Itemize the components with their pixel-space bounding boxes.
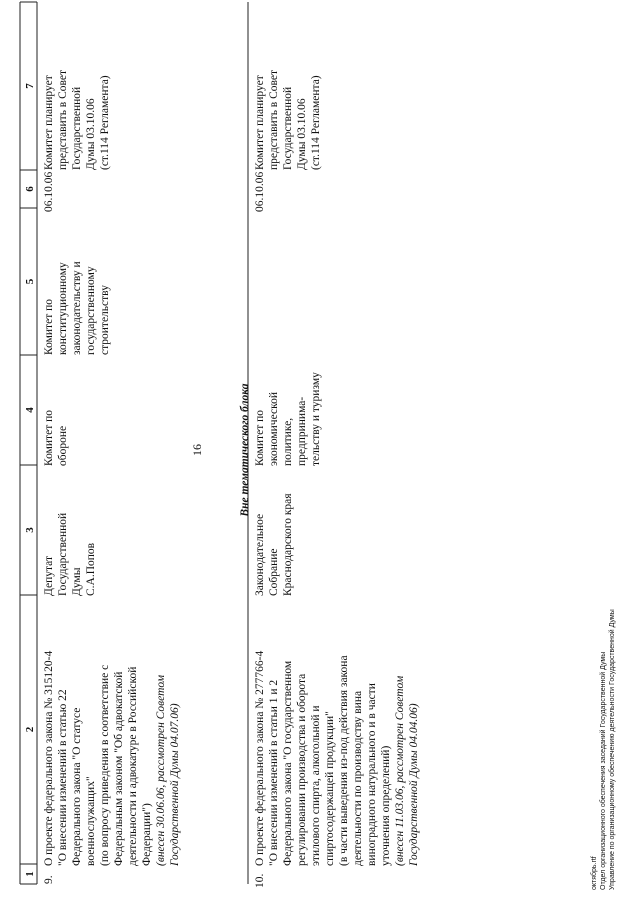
row-10-status-line: Думы 03.10.06 [296,98,309,170]
document-footer [590,330,617,890]
row-9-responsible-committee-line: Комитет по [43,299,55,355]
column-header-6: 6 [24,186,36,192]
row-10-title-line: (в части выведения из-под действия закона [338,655,351,866]
row-9-title-line: "О внесении изменений в статью 22 [57,689,70,866]
page-number: 16 [190,444,204,456]
row-9-responsible-committee-line: законодательству и [71,261,84,355]
row-9-co-committee [42,356,70,466]
column-header-4: 4 [24,407,36,413]
row-9-title-line: деятельности и адвокатуре в Российской [127,666,140,866]
row-9-status-line: (ст.114 Регламента) [99,75,112,170]
row-9-title-line: (по вопросу приведения в соответствие с [99,664,112,866]
row-10-co-committee-line: политике, [282,417,295,466]
row-9-title-line: военнослужащих" [85,776,98,866]
row-9-responsible-committee [42,209,112,355]
column-header-3: 3 [24,527,36,533]
row-9-status [42,4,112,170]
row-9-title-line: Федеральным законом "Об адвокатской [113,671,126,866]
row-10-status-line: Государственной [282,86,295,170]
row-10-co-committee-line: предпринима- [296,396,309,466]
row-9-note-line: (внесен 30.06.06, рассмотрен Советом [155,674,168,866]
column-header-7: 7 [24,83,36,89]
column-header-1: 1 [24,871,36,877]
row-10-number: 10. [254,873,266,888]
row-10-title [253,596,421,866]
row-10-status [253,4,323,170]
row-9-responsible-committee-line: конституционному [57,262,70,355]
row-10-title-line: уточнения определений) [380,745,393,866]
footer-filename: октябрь.rtf [591,856,598,890]
row-9-number: 9. [43,875,55,884]
row-10-title-line: деятельности по производству вина [352,690,365,866]
row-10-status-line: (ст.114 Регламента) [310,75,323,170]
column-header-5: 5 [24,278,36,285]
row-9-responsible-committee-line: государственному [85,266,98,355]
row-9-date: 06.10.06 [43,171,55,212]
row-10-co-committee [253,354,323,466]
row-9-title [42,596,182,866]
row-9-co-committee-line: Комитет по [43,410,55,466]
row-10-co-committee-line: экономической [268,392,281,466]
row-10-initiator [253,466,295,596]
row-9-co-committee-line: обороне [57,425,70,466]
footer-directorate: Управление по организационному обеспечению деятельности Государственной Думы [609,609,617,890]
row-9-status-line: Комитет планирует [43,75,55,170]
section-heading: Вне тематического блока [239,383,251,517]
row-9-initiator [42,468,98,596]
row-10-title-line: Федерального закона "О государственном [282,660,295,866]
row-9-title-line: Федерации") [141,803,154,866]
row-10-note-line: (внесен 11.03.06, рассмотрен Советом [394,675,407,866]
row-10-title-line: винограднoго натурального и в части [366,683,379,866]
row-10-initiator-line: Краснодарского края [282,493,295,596]
row-9-status-line: представить в Совет [57,69,70,170]
row-10-date: 06.10.06 [254,171,266,212]
row-10-initiator-line: Законодательное [254,513,266,596]
row-10-title-line: этилового спирта, алкогольной и [310,705,323,866]
row-10-status-line: представить в Совет [268,69,281,170]
row-10-title-line: "О внесении изменений в статьи 1 и 2 [268,679,281,866]
row-9-status-line: Государственной [71,86,84,170]
row-10-title-line: О проекте федерального закона № 277766-4 [254,650,266,866]
row-10-co-committee-line: тельству и туризму [310,372,323,466]
row-10-title-line: спиртосодержащей продукции" [324,711,337,866]
row-9-initiator-line: С.А.Попов [85,542,98,596]
row-9-status-line: Думы 03.10.06 [85,98,98,170]
row-9-title-line: О проекте федерального закона № 315120-4 [43,650,55,866]
row-9-initiator-line: Депутат [43,556,55,596]
row-10-co-committee-line: Комитет по [254,410,266,466]
row-10-initiator-line: Собрание [268,548,281,596]
row-9-initiator-line: Думы [71,567,84,596]
row-9-note-line: Государственной Думы 04.07.06) [169,703,182,866]
row-10-status-line: Комитет планирует [254,75,266,170]
row-9-initiator-line: Государственной [57,512,70,596]
row-9-responsible-committee-line: строительству [99,285,112,355]
column-header-2: 2 [24,726,36,733]
row-10-note-line: Государственной Думы 04.04.06) [408,703,421,866]
row-10-title-line: регулировании производства и оборота [296,673,309,866]
footer-department: Отдел организационного обеспечения заседаний Государственной Думы [600,651,608,890]
row-9-title-line: Федерального закона "О статусе [71,707,84,866]
